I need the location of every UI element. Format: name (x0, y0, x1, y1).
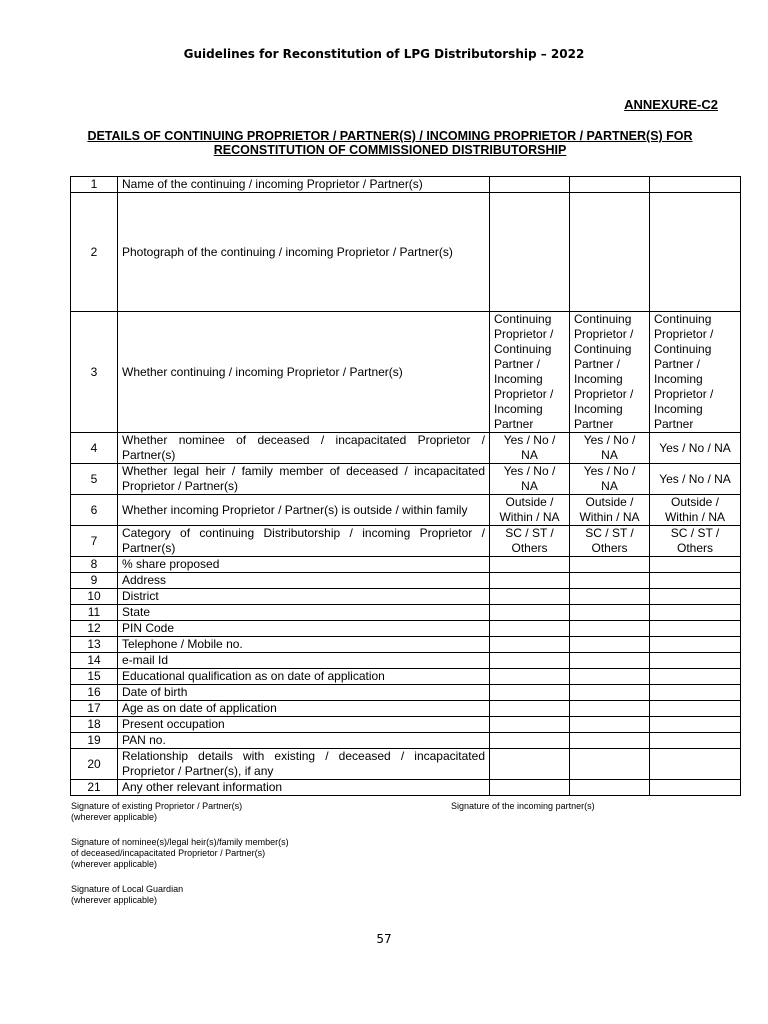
table-row (71, 780, 741, 796)
row-number: 15 (71, 669, 118, 685)
entry-cell[interactable] (490, 589, 570, 605)
entry-cell[interactable] (570, 701, 650, 717)
entry-cell[interactable] (570, 733, 650, 749)
entry-cell[interactable] (650, 669, 741, 685)
entry-cell[interactable] (490, 780, 570, 796)
entry-cell[interactable] (490, 717, 570, 733)
row-number: 5 (71, 464, 118, 495)
guardian-signature-block (71, 884, 183, 906)
form-title (70, 129, 710, 157)
row-label: Age as on date of application (118, 701, 490, 717)
row-number: 16 (71, 685, 118, 701)
row-number: 8 (71, 557, 118, 573)
entry-cell[interactable] (650, 749, 741, 780)
row-label: Category of continuing Distributorship / incoming Proprietor / Partner(s) (118, 526, 490, 557)
row-number: 20 (71, 749, 118, 780)
row-number: 1 (71, 177, 118, 193)
details-table (70, 176, 741, 796)
row-number: 11 (71, 605, 118, 621)
row-number: 4 (71, 433, 118, 464)
form-title-line-2: RECONSTITUTION OF COMMISSIONED DISTRIBUTORSHIP (213, 143, 567, 157)
table-row (71, 177, 741, 193)
row-number: 14 (71, 653, 118, 669)
entry-cell[interactable] (490, 749, 570, 780)
option-cell[interactable]: Continuing Proprietor / Continuing Partner / Incoming Proprietor / Incoming Partner (490, 312, 570, 433)
photo-cell[interactable] (650, 193, 741, 312)
table-row (71, 433, 741, 464)
row-number: 2 (71, 193, 118, 312)
entry-cell[interactable] (490, 701, 570, 717)
table-row (71, 701, 741, 717)
table-row (71, 605, 741, 621)
row-label: Any other relevant information (118, 780, 490, 796)
row-label: Whether continuing / incoming Proprietor / Partner(s) (118, 312, 490, 433)
option-cell[interactable]: Outside / Within / NA (570, 495, 650, 526)
guardian-signature-note: (wherever applicable) (71, 895, 158, 905)
guardian-signature-label: Signature of Local Guardian (71, 884, 184, 894)
row-number: 13 (71, 637, 118, 653)
option-cell[interactable]: Yes / No / NA (650, 464, 741, 495)
entry-cell[interactable] (570, 717, 650, 733)
table-row (71, 749, 741, 780)
photo-cell[interactable] (570, 193, 650, 312)
row-label: PAN no. (118, 733, 490, 749)
option-cell[interactable]: SC / ST / Others (650, 526, 741, 557)
table-row (71, 464, 741, 495)
entry-cell[interactable] (570, 557, 650, 573)
entry-cell[interactable] (650, 621, 741, 637)
form-title-line-1: DETAILS OF CONTINUING PROPRIETOR / PARTNER(S) / INCOMING PROPRIETOR / PARTNER(S) FOR (87, 129, 693, 143)
entry-cell[interactable] (650, 685, 741, 701)
entry-cell[interactable] (570, 177, 650, 193)
table-row (71, 526, 741, 557)
table-row (71, 733, 741, 749)
entry-cell[interactable] (570, 653, 650, 669)
option-cell[interactable]: SC / ST / Others (570, 526, 650, 557)
entry-cell[interactable] (650, 717, 741, 733)
table-row (71, 557, 741, 573)
table-row (71, 589, 741, 605)
table-row (71, 312, 741, 433)
row-number: 6 (71, 495, 118, 526)
nominee-signature-label: Signature of nominee(s)/legal heir(s)/family member(s) (71, 837, 289, 847)
option-cell[interactable]: Continuing Proprietor / Continuing Partner / Incoming Proprietor / Incoming Partner (570, 312, 650, 433)
entry-cell[interactable] (570, 685, 650, 701)
entry-cell[interactable] (570, 637, 650, 653)
table-row (71, 621, 741, 637)
option-cell[interactable]: Yes / No / NA (570, 464, 650, 495)
row-label: Relationship details with existing / deceased / incapacitated Proprietor / Partner(s), if any (118, 749, 490, 780)
entry-cell[interactable] (650, 177, 741, 193)
entry-cell[interactable] (490, 573, 570, 589)
annexure-label: ANNEXURE-C2 (624, 97, 718, 112)
entry-cell[interactable] (570, 589, 650, 605)
row-label: Name of the continuing / incoming Proprietor / Partner(s) (118, 177, 490, 193)
row-number: 17 (71, 701, 118, 717)
entry-cell[interactable] (490, 653, 570, 669)
entry-cell[interactable] (650, 589, 741, 605)
entry-cell[interactable] (490, 605, 570, 621)
entry-cell[interactable] (650, 701, 741, 717)
entry-cell[interactable] (650, 637, 741, 653)
row-label: Whether nominee of deceased / incapacitated Proprietor / Partner(s) (118, 433, 490, 464)
entry-cell[interactable] (490, 177, 570, 193)
page-number: 57 (376, 932, 392, 946)
entry-cell[interactable] (490, 637, 570, 653)
row-label: Present occupation (118, 717, 490, 733)
option-cell[interactable]: Yes / No / NA (570, 433, 650, 464)
entry-cell[interactable] (570, 780, 650, 796)
row-label: Whether legal heir / family member of deceased / incapacitated Proprietor / Partner(s) (118, 464, 490, 495)
entry-cell[interactable] (650, 605, 741, 621)
entry-cell[interactable] (490, 621, 570, 637)
row-label: e-mail Id (118, 653, 490, 669)
table-row (71, 653, 741, 669)
document-header: Guidelines for Reconstitution of LPG Distributorship – 2022 (183, 47, 585, 61)
row-label: State (118, 605, 490, 621)
nominee-signature-label-2: of deceased/incapacitated Proprietor / Partner(s) (71, 848, 266, 858)
row-label: Photograph of the continuing / incoming Proprietor / Partner(s) (118, 193, 490, 312)
table-row (71, 193, 741, 312)
photo-cell[interactable] (490, 193, 570, 312)
row-number: 12 (71, 621, 118, 637)
option-cell[interactable]: Continuing Proprietor / Continuing Partner / Incoming Proprietor / Incoming Partner (650, 312, 741, 433)
row-number: 9 (71, 573, 118, 589)
row-number: 3 (71, 312, 118, 433)
entry-cell[interactable] (650, 733, 741, 749)
entry-cell[interactable] (570, 621, 650, 637)
row-label: Address (118, 573, 490, 589)
entry-cell[interactable] (650, 653, 741, 669)
table-row (71, 637, 741, 653)
option-cell[interactable]: SC / ST / Others (490, 526, 570, 557)
existing-signature-note: (wherever applicable) (71, 812, 158, 822)
option-cell[interactable]: Yes / No / NA (650, 433, 741, 464)
row-label: Whether incoming Proprietor / Partner(s) is outside / within family (118, 495, 490, 526)
row-label: PIN Code (118, 621, 490, 637)
row-label: Date of birth (118, 685, 490, 701)
existing-signature-block (71, 801, 242, 823)
entry-cell[interactable] (490, 669, 570, 685)
row-number: 10 (71, 589, 118, 605)
option-cell[interactable]: Yes / No / NA (490, 433, 570, 464)
nominee-signature-block (71, 837, 289, 870)
existing-signature-label: Signature of existing Proprietor / Partner(s) (71, 801, 243, 811)
row-number: 7 (71, 526, 118, 557)
entry-cell[interactable] (650, 557, 741, 573)
option-cell[interactable]: Yes / No / NA (490, 464, 570, 495)
entry-cell[interactable] (570, 669, 650, 685)
entry-cell[interactable] (650, 780, 741, 796)
entry-cell[interactable] (490, 557, 570, 573)
option-cell[interactable]: Outside / Within / NA (490, 495, 570, 526)
entry-cell[interactable] (490, 733, 570, 749)
row-number: 18 (71, 717, 118, 733)
entry-cell[interactable] (490, 685, 570, 701)
row-label: Telephone / Mobile no. (118, 637, 490, 653)
entry-cell[interactable] (570, 605, 650, 621)
nominee-signature-note: (wherever applicable) (71, 859, 158, 869)
row-label: Educational qualification as on date of application (118, 669, 490, 685)
table-row (71, 495, 741, 526)
table-row (71, 717, 741, 733)
incoming-signature-label: Signature of the incoming partner(s) (451, 801, 595, 811)
table-row (71, 669, 741, 685)
row-number: 21 (71, 780, 118, 796)
table-row (71, 685, 741, 701)
option-cell[interactable]: Outside / Within / NA (650, 495, 741, 526)
entry-cell[interactable] (570, 573, 650, 589)
entry-cell[interactable] (570, 749, 650, 780)
table-row (71, 573, 741, 589)
row-number: 19 (71, 733, 118, 749)
row-label: District (118, 589, 490, 605)
row-label: % share proposed (118, 557, 490, 573)
entry-cell[interactable] (650, 573, 741, 589)
